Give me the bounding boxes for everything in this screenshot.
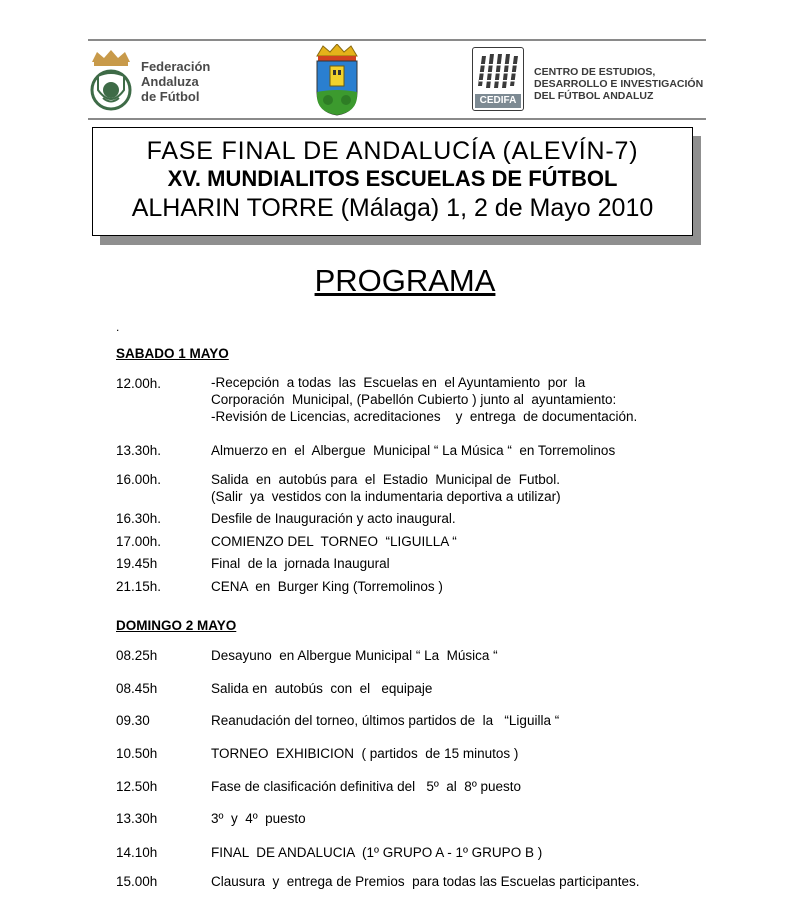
federation-line-1: Federación bbox=[141, 59, 211, 74]
title-line-3: ALHARIN TORRE (Málaga) 1, 2 de Mayo 2010 bbox=[131, 194, 654, 222]
town-coat-of-arms-icon bbox=[312, 44, 362, 116]
cedifa-emblem-icon bbox=[474, 50, 522, 94]
cedifa-label: CEDIFA bbox=[475, 94, 521, 108]
schedule-text: FINAL DE ANDALUCIA (1º GRUPO A - 1º GRUPO B ) bbox=[211, 845, 543, 860]
schedule-time: 13.30h. bbox=[116, 443, 162, 458]
schedule-text: Desayuno en Albergue Municipal “ La Música “ bbox=[211, 648, 498, 663]
schedule-text: Reanudación del torneo, últimos partidos de la “Liguilla “ bbox=[211, 713, 560, 728]
cedifa-line-2: DESARROLLO E INVESTIGACIÓN bbox=[534, 78, 704, 90]
schedule-text: Salida en autobús con el equipaje bbox=[211, 681, 433, 696]
schedule-time: 12.50h bbox=[116, 779, 158, 794]
federation-line-3: de Fútbol bbox=[141, 89, 200, 104]
header-bottom-rule bbox=[88, 118, 706, 120]
stray-dot: . bbox=[116, 320, 120, 334]
federation-name bbox=[141, 59, 210, 104]
schedule-text: Salida en autobús para el Estadio Municipal de Futbol. (Salir ya vestidos con la indumentaria deportiva a utilizar) bbox=[211, 472, 561, 504]
cedifa-name bbox=[534, 66, 703, 102]
schedule-time: 13.30h bbox=[116, 811, 158, 826]
schedule-time: 08.25h bbox=[116, 648, 158, 663]
schedule-text: CENA en Burger King (Torremolinos ) bbox=[211, 579, 443, 594]
schedule-text: Fase de clasificación definitiva del 5º al 8º puesto bbox=[211, 779, 522, 794]
schedule-text: COMIENZO DEL TORNEO “LIGUILLA “ bbox=[211, 534, 457, 549]
header-top-rule bbox=[88, 39, 706, 41]
title-line-1: FASE FINAL DE ANDALUCÍA (ALEVÍN-7) bbox=[146, 137, 639, 165]
schedule-time: 19.45h bbox=[116, 556, 158, 571]
schedule-text: Final de la jornada Inaugural bbox=[211, 556, 390, 571]
schedule-time: 10.50h bbox=[116, 746, 158, 761]
day-heading-saturday: SABADO 1 MAYO bbox=[116, 346, 229, 361]
schedule-time: 15.00h bbox=[116, 874, 158, 889]
federation-crest-icon bbox=[88, 48, 134, 114]
schedule-time: 14.10h bbox=[116, 845, 158, 860]
federation-line-2: Andaluza bbox=[141, 74, 199, 89]
programa-heading: PROGRAMA bbox=[314, 263, 496, 298]
schedule-text: Desfile de Inauguración y acto inaugural. bbox=[211, 511, 456, 526]
schedule-time: 16.30h. bbox=[116, 511, 162, 526]
day-heading-sunday: DOMINGO 2 MAYO bbox=[116, 618, 237, 633]
title-box bbox=[92, 127, 693, 236]
cedifa-line-1: CENTRO DE ESTUDIOS, bbox=[534, 66, 656, 78]
schedule-text: -Recepción a todas las Escuelas en el Ayuntamiento por la Corporación Municipal, (Pabellón Cubierto ) junto al ayuntamiento: -Revisión de Licencias, acreditaciones y entrega de documentación. bbox=[211, 375, 638, 424]
schedule-text: TORNEO EXHIBICION ( partidos de 15 minutos ) bbox=[211, 746, 519, 761]
schedule-text: 3º y 4º puesto bbox=[211, 811, 306, 826]
schedule-time: 17.00h. bbox=[116, 534, 162, 549]
schedule-time: 12.00h. bbox=[116, 376, 162, 391]
schedule-time: 16.00h. bbox=[116, 472, 162, 487]
schedule-text: Almuerzo en el Albergue Municipal “ La Música “ en Torremolinos bbox=[211, 443, 616, 458]
schedule-text: Clausura y entrega de Premios para todas las Escuelas participantes. bbox=[211, 874, 640, 889]
schedule-time: 08.45h bbox=[116, 681, 158, 696]
cedifa-logo bbox=[472, 47, 524, 111]
cedifa-line-3: DEL FÚTBOL ANDALUZ bbox=[534, 90, 654, 102]
schedule-time: 09.30 bbox=[116, 713, 150, 728]
schedule-time: 21.15h. bbox=[116, 579, 162, 594]
title-line-2: XV. MUNDIALITOS ESCUELAS DE FÚTBOL bbox=[167, 166, 618, 191]
